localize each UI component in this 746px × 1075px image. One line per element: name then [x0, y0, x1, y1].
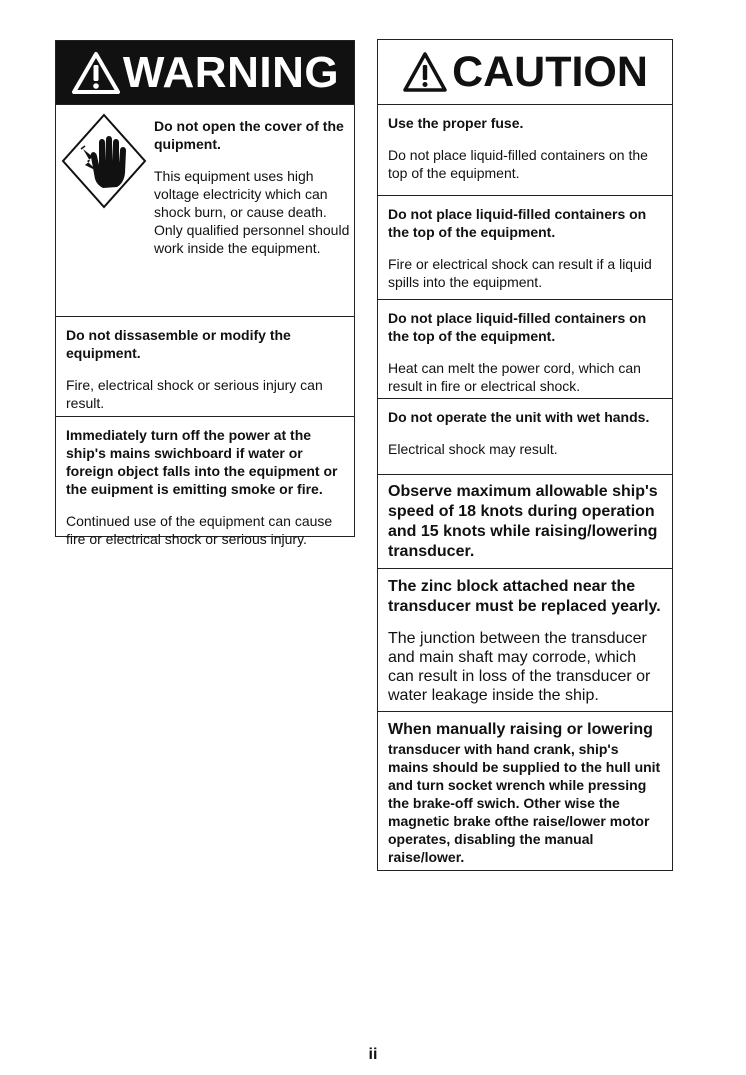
- caution-item-4: [378, 399, 672, 475]
- warning-item-1-title: Do not open the cover of the quipment.: [154, 118, 344, 152]
- caution-triangle-icon: [402, 51, 448, 93]
- page-number: ii: [368, 1046, 378, 1063]
- caution-item-2-title: Do not place liquid-filled containers on the top of the equipment.: [388, 206, 647, 240]
- caution-item-6-title: The zinc block attached near the transducer must be replaced yearly.: [388, 578, 661, 615]
- caution-item-5-title: Observe maximum allowable ship's speed of 18 knots during operation and 15 knots while raising/lowering transducer.: [388, 483, 658, 560]
- caution-item-5: [378, 475, 672, 569]
- warning-panel: [55, 40, 355, 547]
- warning-item-3-title: Immediately turn off the power at the ship's mains swichboard if water or foreign object falls into the equipment or the euipment is emitting smoke or fire.: [66, 427, 338, 497]
- caution-item-2: [378, 196, 672, 300]
- caution-item-6: [378, 569, 672, 712]
- caution-item-1: [378, 105, 672, 196]
- caution-item-3-title: Do not place liquid-filled containers on the top of the equipment.: [388, 310, 647, 344]
- warning-item-2: [56, 317, 354, 417]
- caution-item-7-title: When manually raising or lowering: [388, 721, 653, 738]
- caution-item-4-title: Do not operate the unit with wet hands.: [388, 409, 650, 425]
- caution-item-7: [378, 712, 672, 871]
- warning-item-3-body: Continued use of the equipment can cause fire or electrical shock or serious injury.: [66, 513, 333, 547]
- caution-panel: [377, 39, 673, 871]
- warning-header: [56, 41, 354, 105]
- caution-item-4-body: Electrical shock may result.: [388, 441, 558, 457]
- caution-item-2-body: Fire or electrical shock can result if a liquid spills into the equipment.: [388, 256, 652, 290]
- caution-item-3-body: Heat can melt the power cord, which can result in fire or electrical shock.: [388, 360, 641, 394]
- electric-shock-hand-icon: [61, 113, 147, 222]
- warning-item-1-body: This equipment uses high voltage electricity which can shock burn, or cause death. Only qualified personnel should work inside the equipment.: [154, 168, 350, 256]
- warning-item-1: [56, 105, 354, 317]
- warning-item-2-title: Do not dissasemble or modify the equipment.: [66, 327, 291, 361]
- caution-item-7-subtitle: transducer with hand crank, ship's mains should be supplied to the hull unit and turn socket wrench while pressing the brake-off swich. Other wise the magnetic brake ofthe raise/lower motor operates, disabling the manual raise/lower.: [388, 741, 661, 865]
- caution-item-3: [378, 300, 672, 399]
- warning-triangle-icon: [71, 51, 121, 95]
- caution-title: CAUTION: [452, 47, 648, 96]
- caution-item-1-body: Do not place liquid-filled containers on the top of the equipment.: [388, 147, 648, 181]
- caution-header: [378, 40, 672, 105]
- caution-item-1-title: Use the proper fuse.: [388, 115, 524, 131]
- warning-item-2-body: Fire, electrical shock or serious injury can result.: [66, 377, 323, 411]
- caution-item-6-body: The junction between the transducer and main shaft may corrode, which can result in loss of the transducer or water leakage inside the ship.: [388, 630, 651, 704]
- warning-item-3: [56, 417, 354, 573]
- warning-title: WARNING: [122, 47, 340, 97]
